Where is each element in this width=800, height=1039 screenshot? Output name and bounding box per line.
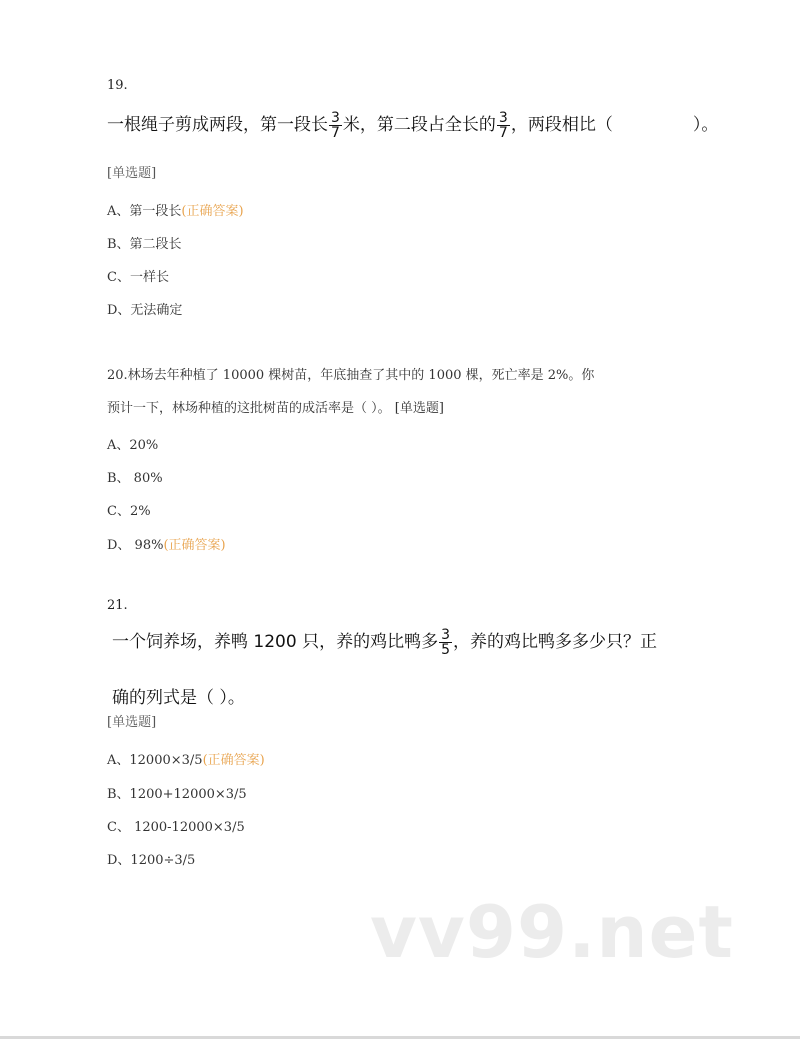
question-19-stem-part-a: 一根绳子剪成两段，第一段长 [107,115,328,135]
option-text: D、1200÷3/5 [107,853,196,868]
question-19-option-b[interactable] [107,233,182,252]
question-21-type: [单选题] [107,715,157,730]
question-21-option-a[interactable] [107,749,265,768]
question-20-stem-line-2: 预计一下，林场种植的这批树苗的成活率是（ ）。 [单选题] [107,401,444,416]
fraction-denominator: 5 [441,641,450,658]
question-19-stem [107,110,718,140]
question-19-option-c[interactable] [107,266,169,285]
fraction-3-7-b [497,111,510,140]
question-21-option-d[interactable] [107,849,195,868]
correct-answer-label: (正确答案) [202,753,265,768]
fraction-3-7-a [329,111,342,140]
option-text: A、20% [107,438,159,453]
question-21-stem-part-b: ，养的鸡比鸭多多少只？正 [453,632,657,652]
question-20-stem-line-1: 20.林场去年种植了 10000 棵树苗，年底抽查了其中的 1000 棵，死亡率是 2%。你 [107,368,595,383]
question-19-stem-part-b: 米，第二段占全长的 [342,115,496,135]
question-20-option-b[interactable] [107,467,163,486]
question-19-number: 19. [107,78,128,93]
question-19-stem-part-c: ，两段相比（ [510,115,613,135]
option-text: A、第一段长 [107,204,182,219]
option-text: B、1200+12000×3/5 [107,787,247,802]
option-text: C、2% [107,504,151,519]
question-19-stem-part-d: ）。 [692,115,719,135]
question-21-number: 21. [107,598,128,613]
option-text: D、无法确定 [107,303,183,318]
question-21-stem-line-1 [112,627,657,657]
fraction-denominator: 7 [331,124,340,141]
option-text: B、第二段长 [107,237,182,252]
question-19-type: [单选题] [107,166,157,181]
fraction-3-5 [439,628,452,657]
option-text: C、 1200-12000×3/5 [107,820,245,835]
option-text: A、12000×3/5 [107,753,203,768]
fraction-numerator: 3 [498,109,508,126]
question-20-option-d[interactable] [107,534,226,553]
correct-answer-label: (正确答案) [163,538,226,553]
fraction-denominator: 7 [498,124,508,141]
question-19-option-a[interactable] [107,200,244,219]
watermark: vv99.net [370,890,734,974]
question-21-stem-line-2: 确的列式是（ ）。 [112,688,245,708]
fraction-numerator: 3 [441,626,450,643]
option-text: D、 98% [107,538,164,553]
option-text: B、 80% [107,471,163,486]
question-21-option-c[interactable] [107,816,245,835]
question-20-option-a[interactable] [107,434,158,453]
question-21-option-b[interactable] [107,783,247,802]
question-19-option-d[interactable] [107,299,182,318]
fraction-numerator: 3 [331,109,340,126]
question-21-stem-part-a: 一个饲养场，养鸭 1200 只，养的鸡比鸭多 [112,632,439,652]
question-20-option-c[interactable] [107,500,151,519]
option-text: C、一样长 [107,270,169,285]
correct-answer-label: (正确答案) [181,204,244,219]
